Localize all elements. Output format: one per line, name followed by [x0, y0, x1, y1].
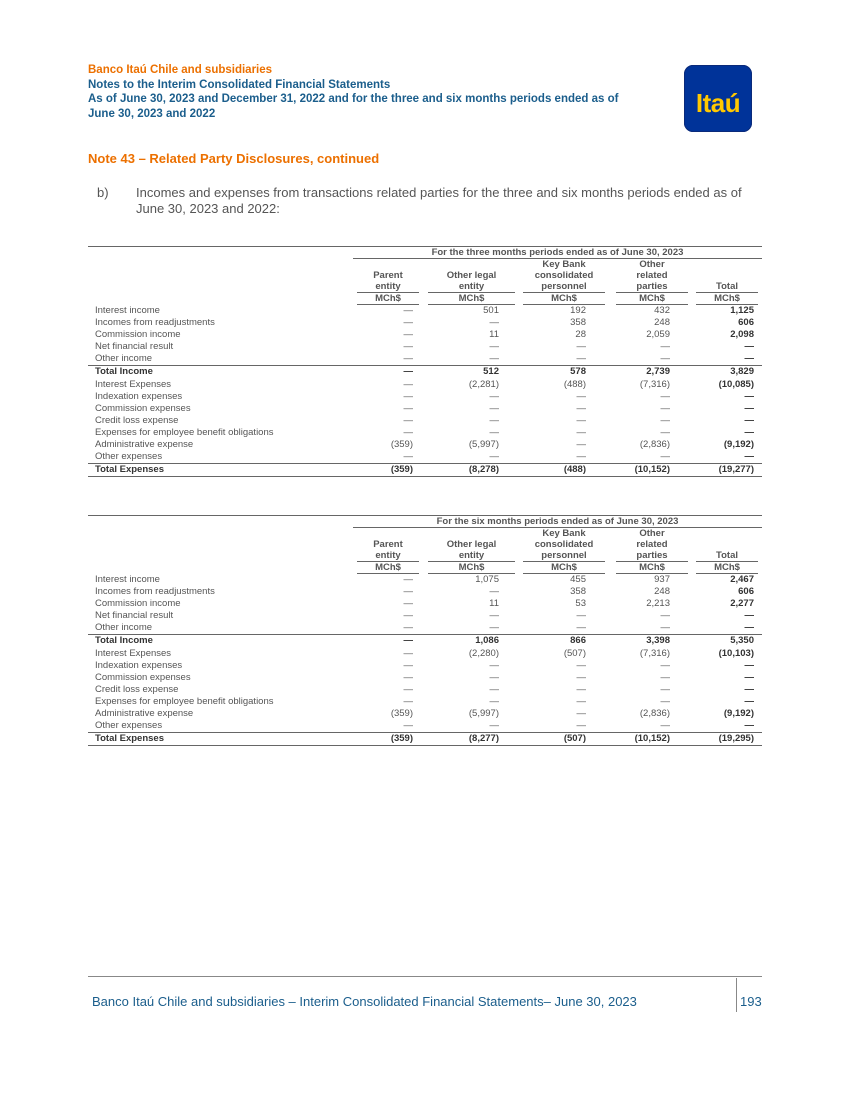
table-cell: (10,152) — [634, 733, 670, 745]
table-cell: — — [576, 708, 586, 720]
row-label: Commission income — [95, 598, 181, 610]
table-cell: — — [576, 402, 586, 414]
table-cell: — — [660, 353, 670, 365]
table-cell: 248 — [654, 586, 670, 598]
table-cell: 1,125 — [730, 305, 754, 316]
table-row — [88, 451, 762, 463]
table-cell: 2,739 — [646, 366, 670, 378]
table-cell: — — [489, 353, 499, 365]
table-row — [88, 365, 762, 378]
table-cell: 866 — [570, 635, 586, 647]
row-label: Commission expenses — [95, 671, 191, 683]
column-header-line: entity — [375, 281, 401, 292]
header-line-2: As of June 30, 2023 and December 31, 2022 and for the three and six months periods ended as of — [88, 93, 619, 105]
table-cell: 11 — [489, 329, 499, 341]
table-cell: 2,213 — [646, 598, 670, 610]
column-unit: MCh$ — [696, 293, 758, 305]
column-header-line: Other — [639, 528, 665, 539]
row-label: Incomes from readjustments — [95, 317, 215, 329]
table-cell: 606 — [738, 317, 754, 329]
table-cell: (359) — [390, 708, 413, 720]
row-label: Credit loss expense — [95, 683, 179, 695]
page-number: 193 — [740, 994, 762, 1009]
table-row — [88, 708, 762, 720]
row-label: Net financial result — [95, 341, 174, 353]
row-label: Commission expenses — [95, 402, 191, 414]
table-row — [88, 574, 762, 586]
table-row — [88, 598, 762, 610]
table-cell: 53 — [575, 598, 586, 610]
table-row — [88, 439, 762, 451]
table-cell: 2,277 — [730, 598, 754, 610]
table-cell: (359) — [390, 464, 413, 476]
table-cell: — — [403, 426, 413, 438]
table-cell: — — [403, 341, 413, 353]
table-cell: — — [403, 695, 413, 707]
column-unit: MCh$ — [428, 293, 515, 305]
table-cell: — — [744, 414, 754, 426]
table-cell: — — [576, 451, 586, 463]
column-header-line: consolidated — [534, 270, 594, 281]
table-cell: — — [576, 720, 586, 732]
table-row — [88, 317, 762, 329]
table-cell: — — [744, 622, 754, 634]
column-header-line: entity — [458, 281, 485, 292]
table-row — [88, 684, 762, 696]
column-header — [612, 259, 692, 305]
table-cell: — — [660, 720, 670, 732]
table-cell: — — [489, 390, 499, 402]
table-cell: — — [403, 414, 413, 426]
table-cell: — — [660, 683, 670, 695]
table-cell: 5,350 — [730, 635, 754, 647]
column-header — [612, 528, 692, 574]
table-cell: — — [576, 695, 586, 707]
table-cell: 578 — [570, 366, 586, 378]
table-cell: — — [489, 451, 499, 463]
itau-logo — [684, 65, 752, 132]
table-cell: (2,281) — [468, 378, 499, 390]
column-header-line: personnel — [541, 550, 587, 561]
row-label: Administrative expense — [95, 439, 194, 451]
document-header — [88, 63, 678, 121]
table-cell: 11 — [489, 598, 499, 610]
row-label: Other expenses — [95, 451, 163, 463]
table-cell: (359) — [390, 439, 413, 451]
row-label: Expenses for employee benefit obligations — [95, 426, 274, 438]
table-row — [88, 672, 762, 684]
table-cell: — — [489, 610, 499, 622]
footer-text: Banco Itaú Chile and subsidiaries – Interim Consolidated Financial Statements– June 30, 2023 — [92, 994, 637, 1009]
footer-separator — [736, 978, 737, 1012]
row-label: Indexation expenses — [95, 390, 183, 402]
table-cell: (19,277) — [718, 464, 754, 476]
row-label: Total Income — [95, 366, 153, 378]
table-row — [88, 305, 762, 317]
table-cell: — — [576, 671, 586, 683]
row-label: Credit loss expense — [95, 414, 179, 426]
table-cell: (8,277) — [468, 733, 499, 745]
table-cell: 512 — [483, 366, 499, 378]
column-header-line: related — [636, 270, 668, 281]
table-cell: (507) — [563, 647, 586, 659]
table-cell: 606 — [738, 586, 754, 598]
row-label: Incomes from readjustments — [95, 586, 215, 598]
table-cell: — — [489, 426, 499, 438]
table-cell: — — [403, 317, 413, 329]
row-label: Interest income — [95, 305, 160, 316]
column-header — [353, 528, 423, 574]
table-cell: — — [403, 671, 413, 683]
table-cell: — — [489, 622, 499, 634]
column-header — [519, 528, 609, 574]
column-unit: MCh$ — [428, 562, 515, 574]
table-cell: (488) — [563, 464, 586, 476]
table-cell: (9,192) — [723, 708, 754, 720]
table-cell: — — [660, 451, 670, 463]
table-row — [88, 353, 762, 365]
table-cell: — — [744, 695, 754, 707]
table-row — [88, 391, 762, 403]
period-heading: For the three months periods ended as of June 30, 2023 — [353, 247, 762, 259]
table-cell: 2,467 — [730, 574, 754, 585]
column-header — [692, 259, 762, 305]
table-cell: — — [403, 659, 413, 671]
row-label: Commission income — [95, 329, 181, 341]
table-cell: — — [489, 720, 499, 732]
table-cell: 2,098 — [730, 329, 754, 341]
table-row — [88, 341, 762, 353]
row-label: Interest income — [95, 574, 160, 585]
table-cell: 432 — [654, 305, 670, 316]
table-cell: (507) — [563, 733, 586, 745]
table-cell: — — [660, 622, 670, 634]
table-cell: — — [744, 451, 754, 463]
table-row — [88, 415, 762, 427]
row-label: Net financial result — [95, 610, 174, 622]
table-cell: (7,316) — [639, 647, 670, 659]
table-cell: — — [576, 622, 586, 634]
table-cell: — — [660, 671, 670, 683]
table-cell: 1,075 — [475, 574, 499, 585]
column-header — [424, 528, 519, 574]
table-cell: 358 — [570, 317, 586, 329]
table-row — [88, 720, 762, 732]
table-cell: 3,829 — [730, 366, 754, 378]
header-line-3: June 30, 2023 and 2022 — [88, 107, 216, 120]
table-cell: — — [576, 353, 586, 365]
column-header-line: Key Bank — [542, 259, 586, 270]
table-cell: — — [403, 598, 413, 610]
table-cell: — — [576, 683, 586, 695]
column-unit: MCh$ — [357, 293, 419, 305]
company-name: Banco Itaú Chile and subsidiaries — [88, 64, 273, 76]
table-cell: 192 — [570, 305, 586, 316]
table-row — [88, 329, 762, 341]
intro-text: Incomes and expenses from transactions related parties for the three and six months periods ended as of June 30, 2023 and 2022: — [136, 185, 742, 216]
row-label: Other income — [95, 353, 153, 365]
table-cell: (9,192) — [723, 439, 754, 451]
row-label: Total Expenses — [95, 733, 164, 745]
header-line-1: Notes to the Interim Consolidated Financial Statements — [88, 78, 391, 91]
column-header-line: related — [636, 539, 668, 550]
table-cell: (2,836) — [639, 708, 670, 720]
table-cell: (488) — [563, 378, 586, 390]
table-cell: (359) — [390, 733, 413, 745]
table-row — [88, 696, 762, 708]
column-header-line: Key Bank — [542, 528, 586, 539]
table-row — [88, 648, 762, 660]
table-cell: — — [403, 366, 413, 378]
column-header-line: consolidated — [534, 539, 594, 550]
table-cell: — — [744, 402, 754, 414]
table-cell: — — [403, 635, 413, 647]
table-cell: (2,280) — [468, 647, 499, 659]
row-label: Interest Expenses — [95, 378, 172, 390]
table-cell: — — [403, 720, 413, 732]
row-label: Total Income — [95, 635, 153, 647]
table-cell: — — [403, 647, 413, 659]
column-header-line: Other — [639, 259, 665, 270]
table-row — [88, 622, 762, 634]
column-header-line: parties — [636, 550, 668, 561]
row-label: Other income — [95, 622, 153, 634]
table-row — [88, 403, 762, 415]
table-cell: 455 — [570, 574, 586, 585]
table-cell: — — [576, 610, 586, 622]
table-cell: 28 — [575, 329, 586, 341]
table-cell: (7,316) — [639, 378, 670, 390]
table-cell: — — [489, 671, 499, 683]
table-row — [88, 379, 762, 391]
row-label: Other expenses — [95, 720, 163, 732]
intro-paragraph — [97, 185, 762, 217]
table-row — [88, 660, 762, 672]
column-header-line: Parent — [373, 270, 403, 281]
column-header-line: entity — [375, 550, 401, 561]
column-unit: MCh$ — [523, 562, 605, 574]
table-row — [88, 586, 762, 598]
column-unit: MCh$ — [616, 562, 688, 574]
table-cell: — — [744, 426, 754, 438]
table-cell: — — [489, 317, 499, 329]
table-cell: — — [403, 586, 413, 598]
table-cell: — — [660, 426, 670, 438]
table-cell: — — [489, 402, 499, 414]
column-unit: MCh$ — [616, 293, 688, 305]
table-cell: — — [576, 439, 586, 451]
table-cell: — — [744, 683, 754, 695]
table-cell: (5,997) — [468, 439, 499, 451]
row-label: Total Expenses — [95, 464, 164, 476]
logo-text: Itaú — [695, 88, 741, 118]
footer-divider — [88, 976, 762, 977]
table-cell: — — [489, 695, 499, 707]
table-cell: — — [744, 671, 754, 683]
table-cell: (5,997) — [468, 708, 499, 720]
table-cell: — — [660, 659, 670, 671]
table-cell: — — [403, 305, 413, 316]
table-cell: — — [660, 695, 670, 707]
table-cell: — — [489, 659, 499, 671]
table-cell: — — [403, 390, 413, 402]
table-cell: — — [744, 353, 754, 365]
column-unit: MCh$ — [696, 562, 758, 574]
column-header-line: Other legal — [446, 270, 497, 281]
table-cell: — — [403, 610, 413, 622]
table-cell: — — [403, 353, 413, 365]
table-row — [88, 427, 762, 439]
table-cell: 358 — [570, 586, 586, 598]
row-label: Administrative expense — [95, 708, 194, 720]
table-cell: 2,059 — [646, 329, 670, 341]
table-cell: — — [403, 329, 413, 341]
row-label: Expenses for employee benefit obligations — [95, 695, 274, 707]
table-cell: — — [403, 622, 413, 634]
table-cell: 248 — [654, 317, 670, 329]
table-row — [88, 463, 762, 477]
row-label: Interest Expenses — [95, 647, 172, 659]
table-cell: — — [576, 341, 586, 353]
note-title: Note 43 – Related Party Disclosures, continued — [88, 151, 380, 166]
column-header — [424, 259, 519, 305]
table-cell: (10,085) — [718, 378, 754, 390]
table-cell: — — [403, 683, 413, 695]
table-cell: — — [489, 683, 499, 695]
table-cell: — — [576, 659, 586, 671]
table-cell: — — [744, 610, 754, 622]
table-cell: — — [744, 390, 754, 402]
column-header-line: Total — [716, 281, 738, 292]
table-cell: 937 — [654, 574, 670, 585]
table-cell: — — [660, 414, 670, 426]
table-cell: — — [489, 586, 499, 598]
column-header — [353, 259, 423, 305]
column-unit: MCh$ — [357, 562, 419, 574]
table-cell: — — [744, 341, 754, 353]
column-header — [519, 259, 609, 305]
column-header-line: parties — [636, 281, 668, 292]
column-header-line: personnel — [541, 281, 587, 292]
table-cell: (10,103) — [718, 647, 754, 659]
table-cell: — — [576, 414, 586, 426]
period-heading: For the six months periods ended as of June 30, 2023 — [353, 516, 762, 528]
table-cell: — — [576, 390, 586, 402]
table-cell: — — [403, 451, 413, 463]
column-header-line: Total — [716, 550, 738, 561]
table-cell: — — [576, 426, 586, 438]
table-cell: — — [403, 402, 413, 414]
table-cell: — — [489, 414, 499, 426]
column-unit: MCh$ — [523, 293, 605, 305]
table-cell: — — [744, 659, 754, 671]
table-cell: — — [744, 720, 754, 732]
column-header — [692, 528, 762, 574]
table-cell: (19,295) — [718, 733, 754, 745]
table-cell: — — [660, 402, 670, 414]
table-cell: — — [660, 610, 670, 622]
table-cell: 1,086 — [475, 635, 499, 647]
row-label: Indexation expenses — [95, 659, 183, 671]
table-row — [88, 610, 762, 622]
column-header-line: Other legal — [446, 539, 497, 550]
table-row — [88, 732, 762, 746]
list-marker: b) — [97, 185, 109, 200]
table-cell: (8,278) — [468, 464, 499, 476]
table-cell: — — [403, 574, 413, 585]
table-cell: — — [660, 341, 670, 353]
column-header-line: Parent — [373, 539, 403, 550]
table-cell: — — [489, 341, 499, 353]
table-cell: — — [403, 378, 413, 390]
column-header-line: entity — [458, 550, 485, 561]
table-cell: 501 — [483, 305, 499, 316]
table-cell: (10,152) — [634, 464, 670, 476]
table-cell: 3,398 — [646, 635, 670, 647]
table-row — [88, 634, 762, 647]
table-cell: — — [660, 390, 670, 402]
table-cell: (2,836) — [639, 439, 670, 451]
